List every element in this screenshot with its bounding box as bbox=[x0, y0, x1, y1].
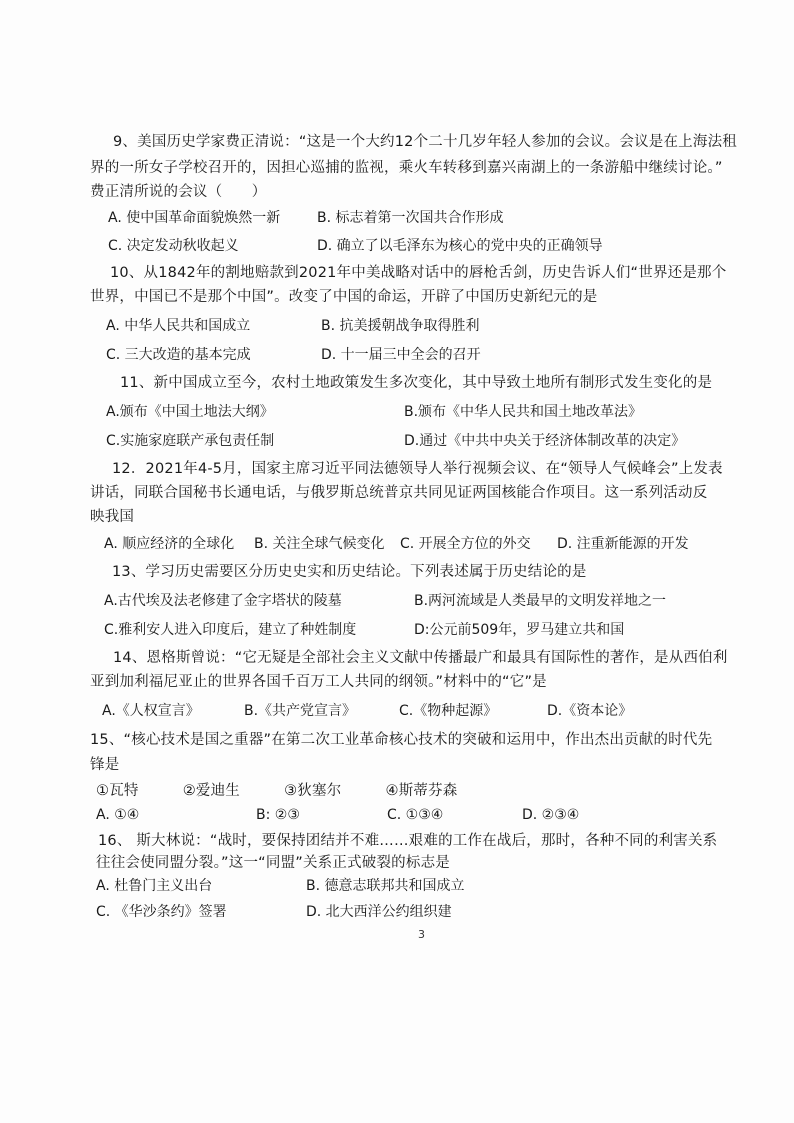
q11-option-b: B.颁布《中华人民共和国土地改革法》 bbox=[404, 404, 643, 420]
q9-stem-line-2: 界的一所女子学校召开的，因担心巡捕的监视，乘火车转移到嘉兴南湖上的一条游船中继续讨论。” bbox=[90, 160, 723, 176]
q13-option-d: D:公元前509年，罗马建立共和国 bbox=[414, 622, 625, 638]
q9-option-c: C. 决定发动秋收起义 bbox=[108, 238, 239, 254]
q16-stem-line-2: 往往会使同盟分裂。”这一“同盟”关系正式破裂的标志是 bbox=[96, 855, 450, 871]
q9-stem-line-3: 费正清所说的会议（ ） bbox=[90, 184, 267, 200]
q14-option-b: B.《共产党宣言》 bbox=[244, 703, 357, 719]
q9-stem-line-1: 9、美国历史学家费正清说：“这是一个大约12个二十几岁年轻人参加的会议。会议是在上海法租 bbox=[113, 134, 737, 150]
q10-stem-line-2: 世界，中国已不是那个中国”。改变了中国的命运，开辟了中国历史新纪元的是 bbox=[90, 289, 598, 305]
q11-option-d: D.通过《中共中央关于经济体制改革的决定》 bbox=[404, 433, 686, 449]
q13-stem-line-1: 13、学习历史需要区分历史史实和历史结论。下列表述属于历史结论的是 bbox=[112, 564, 587, 580]
q15-items: ①瓦特 ②爱迪生 ③狄塞尔 ④斯蒂芬森 bbox=[96, 783, 458, 799]
q10-option-c: C. 三大改造的基本完成 bbox=[106, 347, 251, 363]
q16-stem-line-1: 16、 斯大林说：“战时，要保持团结并不难……艰难的工作在战后，那时，各种不同的利害关系 bbox=[98, 833, 718, 849]
q14-option-d: D.《资本论》 bbox=[547, 703, 633, 719]
q12-option-a: A. 顺应经济的全球化 bbox=[104, 536, 235, 552]
q15-option-a: A. ①④ bbox=[96, 807, 140, 823]
q15-option-b: B: ②③ bbox=[256, 807, 300, 823]
q16-option-b: B. 德意志联邦共和国成立 bbox=[306, 878, 465, 894]
q12-stem-line-3: 映我国 bbox=[90, 509, 135, 525]
q16-option-a: A. 杜鲁门主义出台 bbox=[96, 878, 213, 894]
q14-stem-line-2: 亚到加利福尼亚止的世界各国千百万工人共同的纲领。”材料中的“它”是 bbox=[90, 674, 547, 690]
q9-option-b: B. 标志着第一次国共合作形成 bbox=[317, 210, 504, 226]
q13-option-c: C.雅利安人进入印度后，建立了种姓制度 bbox=[104, 622, 357, 638]
q15-option-c: C. ①③④ bbox=[387, 807, 444, 823]
q15-stem-line-2: 锋是 bbox=[90, 757, 120, 773]
q11-option-a: A.颁布《中国土地法大纲》 bbox=[106, 404, 274, 420]
q9-option-a: A. 使中国革命面貌焕然一新 bbox=[108, 210, 281, 226]
q13-option-a: A.古代埃及法老修建了金字塔状的陵墓 bbox=[104, 593, 342, 609]
q11-stem-line-1: 11、新中国成立至今，农村土地政策发生多次变化，其中导致土地所有制形式发生变化的是 bbox=[120, 375, 713, 391]
q10-option-d: D. 十一届三中全会的召开 bbox=[321, 347, 481, 363]
q10-stem-line-1: 10、从1842年的割地赔款到2021年中美战略对话中的唇枪舌剑，历史告诉人们“世界还是那个 bbox=[110, 265, 727, 281]
q14-option-a: A.《人权宣言》 bbox=[102, 703, 200, 719]
q10-option-a: A. 中华人民共和国成立 bbox=[106, 318, 251, 334]
q11-option-c: C.实施家庭联产承包责任制 bbox=[106, 433, 275, 449]
q9-option-d: D. 确立了以毛泽东为核心的党中央的正确领导 bbox=[317, 238, 603, 254]
q12-stem-line-2: 讲话，同联合国秘书长通电话，与俄罗斯总统普京共同见证两国核能合作项目。这一系列活动反 bbox=[90, 485, 708, 501]
q15-option-d: D. ②③④ bbox=[522, 807, 580, 823]
q12-stem-line-1: 12．2021年4-5月，国家主席习近平同法德领导人举行视频会议、在“领导人气候峰会”上发表 bbox=[112, 461, 723, 477]
q15-stem-line-1: 15、“核心技术是国之重器”在第二次工业革命核心技术的突破和运用中，作出杰出贡献的时代先 bbox=[90, 732, 713, 748]
q14-stem-line-1: 14、恩格斯曾说：“它无疑是全部社会主义文献中传播最广和最具有国际性的著作，是从西伯利 bbox=[113, 650, 728, 666]
q12-option-d: D. 注重新能源的开发 bbox=[557, 536, 689, 552]
q13-option-b: B.两河流域是人类最早的文明发祥地之一 bbox=[414, 593, 667, 609]
q12-option-c: C. 开展全方位的外交 bbox=[400, 536, 531, 552]
q16-option-d: D. 北大西洋公约组织建 bbox=[306, 904, 452, 920]
q14-option-c: C.《物种起源》 bbox=[399, 703, 498, 719]
page-number: 3 bbox=[418, 928, 425, 941]
q12-option-b: B. 关注全球气候变化 bbox=[254, 536, 385, 552]
q10-option-b: B. 抗美援朝战争取得胜利 bbox=[321, 318, 480, 334]
q16-option-c: C. 《华沙条约》签署 bbox=[96, 904, 227, 920]
